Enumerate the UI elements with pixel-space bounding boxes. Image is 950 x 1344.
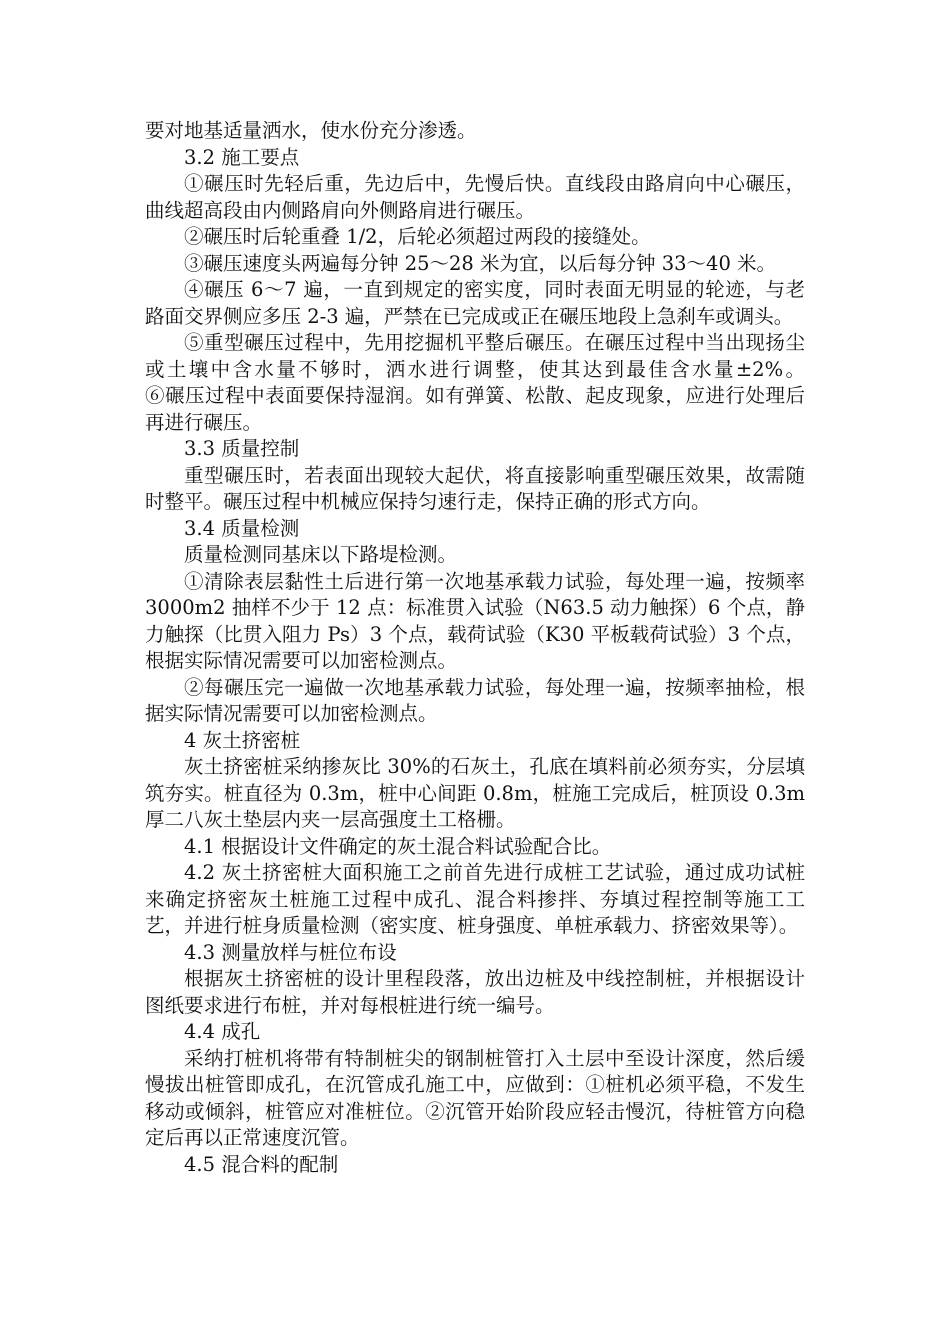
section-heading: 3.2 施工要点 bbox=[184, 145, 300, 169]
paragraph: ②每碾压完一遍做一次地基承载力试验，每处理一遍，按频率抽检，根据实际情况需要可以加密检测点。 bbox=[145, 675, 805, 725]
paragraph: ③碾压速度头两遍每分钟 25～28 米为宜，以后每分钟 33～40 米。 bbox=[184, 251, 777, 275]
paragraph: 4.1 根据设计文件确定的灰土混合料试验配合比。 bbox=[184, 834, 612, 858]
paragraph: ⑤重型碾压过程中，先用挖掘机平整后碾压。在碾压过程中当出现扬尘或土壤中含水量不够时，洒水进行调整，使其达到最佳含水量±2%。 ⑥碾压过程中表面要保持湿润。如有弹簧、松散、起皮现象，应进行处理后再进行碾压。 bbox=[145, 331, 855, 434]
paragraph: 根据灰土挤密桩的设计里程段落，放出边桩及中线控制桩，并根据设计图纸要求进行布桩，并对每根桩进行统一编号。 bbox=[145, 967, 805, 1017]
paragraph: 采纳打桩机将带有特制桩尖的钢制桩管打入土层中至设计深度，然后缓慢拔出桩管即成孔，在沉管成孔施工中，应做到：①桩机必须平稳，不发生移动或倾斜，桩管应对准桩位。②沉管开始阶段应轻击慢沉，待桩管方向稳定后再以正常速度沉管。 bbox=[145, 1046, 805, 1149]
section-heading: 4 灰土挤密桩 bbox=[184, 728, 301, 752]
document-page bbox=[145, 118, 855, 1178]
paragraph: ②碾压时后轮重叠 1/2，后轮必须超过两段的接缝处。 bbox=[184, 225, 651, 248]
section-heading: 3.3 质量控制 bbox=[184, 437, 300, 460]
paragraph: 要对地基适量洒水，使水份充分渗透。 bbox=[145, 119, 477, 142]
paragraph: 重型碾压时，若表面出现较大起伏，将直接影响重型碾压效果，故需随时整平。碾压过程中机械应保持匀速行走，保持正确的形式方向。 bbox=[145, 463, 805, 513]
section-heading: 4.4 成孔 bbox=[184, 1020, 261, 1043]
paragraph: ①清除表层黏性土后进行第一次地基承载力试验，每处理一遍，按频率 3000m2 抽样不少于 12 点：标准贯入试验（N63.5 动力触探）6 个点，静力触探（比贯入阻力 Ps）3 个点，载荷试验（K30 平板载荷试验）3 个点，根据实际情况需要可以加密检测点。 bbox=[145, 569, 812, 672]
paragraph: 灰土挤密桩采纳掺灰比 30%的石灰土，孔底在填料前必须夯实，分层填筑夯实。桩直径为 0.3m，桩中心间距 0.8m，桩施工完成后，桩顶设 0.3m 厚二八灰土垫层内夹一层高强度土工格栅。 bbox=[145, 755, 812, 831]
section-heading: 4.3 测量放样与桩位布设 bbox=[184, 940, 397, 964]
paragraph: 4.2 灰土挤密桩大面积施工之前首先进行成桩工艺试验，通过成功试桩来确定挤密灰土桩施工过程中成孔、混合料掺拌、夯填过程控制等施工工艺，并进行桩身质量检测（密实度、桩身强度、单桩承载力、挤密效果等）。 bbox=[145, 861, 805, 937]
paragraph: 质量检测同基床以下路堤检测。 bbox=[184, 543, 458, 566]
section-heading: 3.4 质量检测 bbox=[184, 516, 300, 540]
paragraph: ①碾压时先轻后重，先边后中，先慢后快。直线段由路肩向中心碾压，曲线超高段由内侧路肩向外侧路肩进行碾压。 bbox=[145, 172, 805, 222]
paragraph: ④碾压 6～7 遍，一直到规定的密实度，同时表面无明显的轮迹，与老路面交界侧应多压 2-3 遍，严禁在已完成或正在碾压地段上急刹车或调头。 bbox=[145, 278, 805, 328]
section-heading: 4.5 混合料的配制 bbox=[184, 1152, 339, 1176]
